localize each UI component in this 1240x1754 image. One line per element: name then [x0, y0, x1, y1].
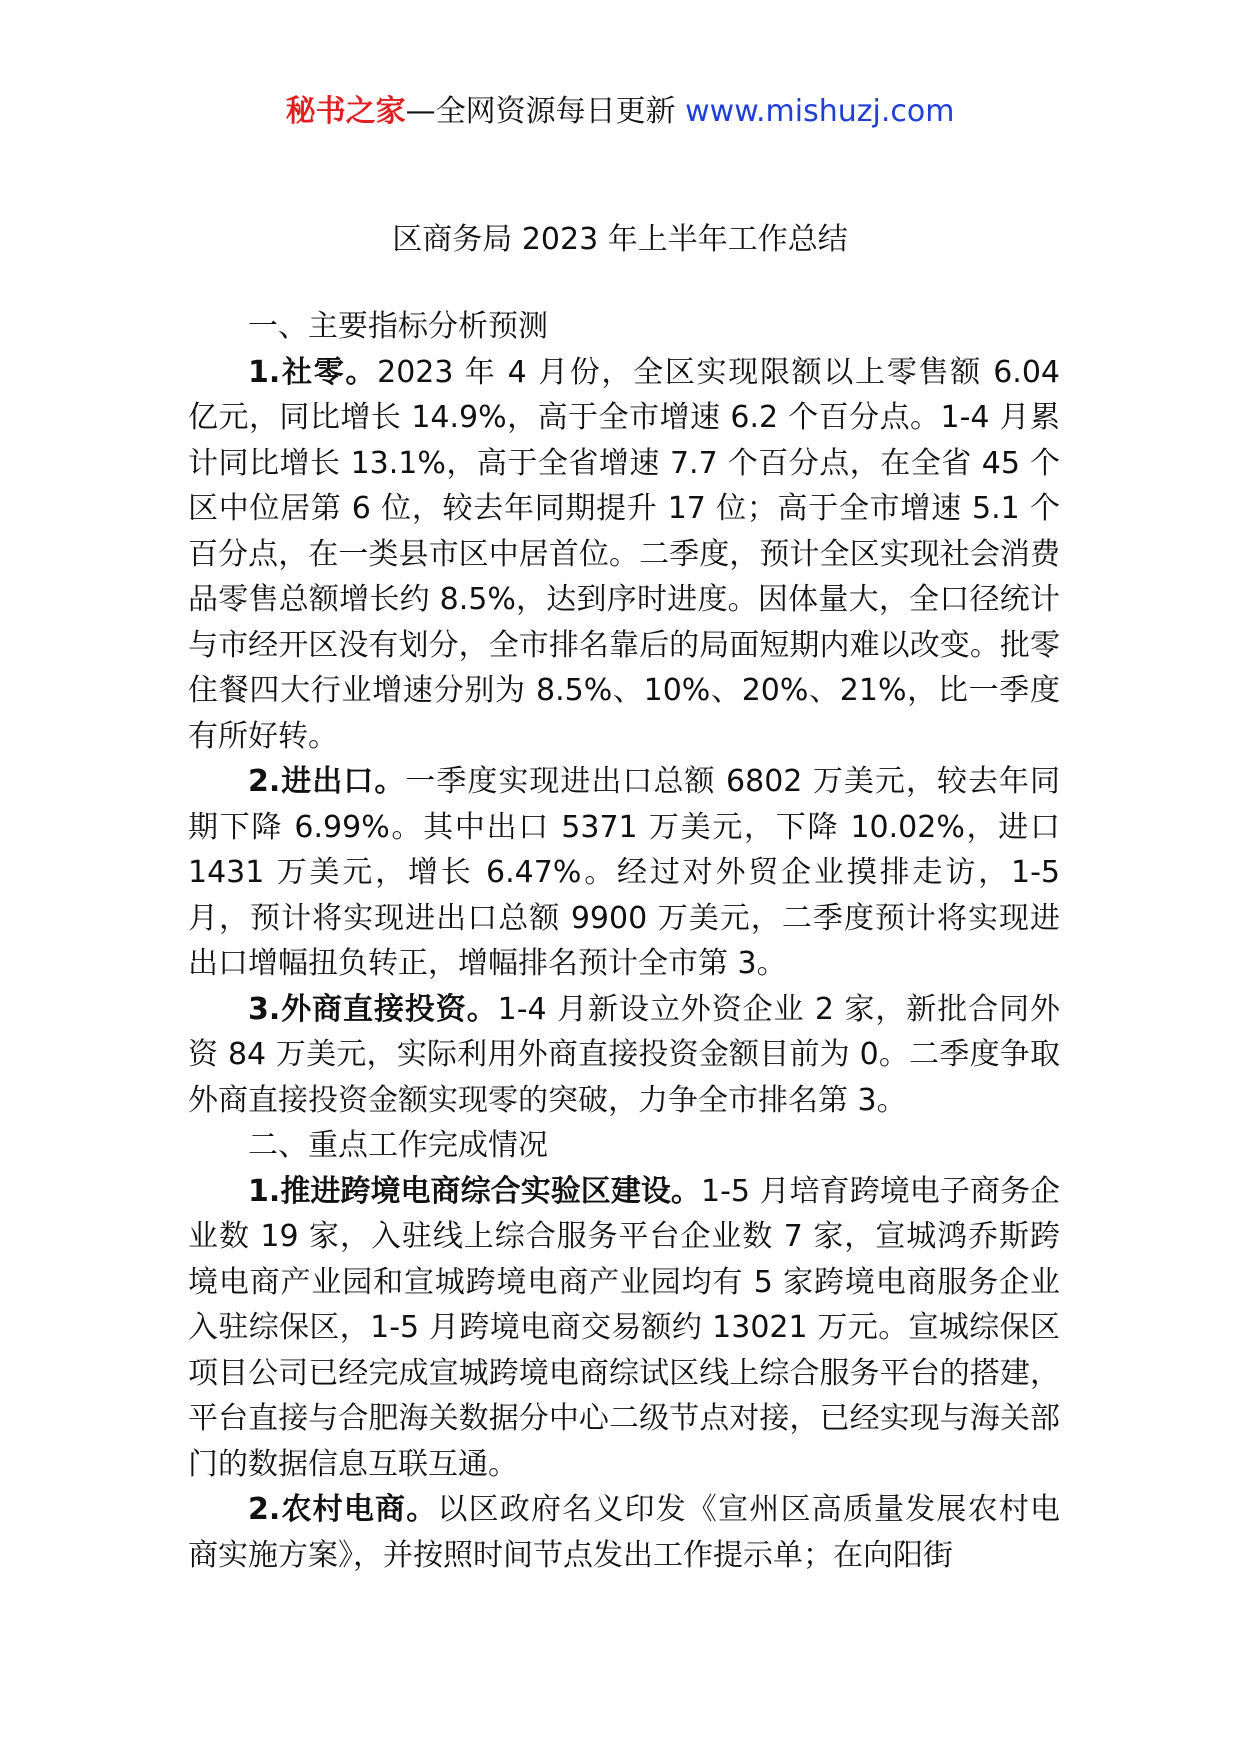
document-body — [188, 304, 1060, 1578]
paragraph-import-export — [188, 759, 1060, 987]
paragraph-text: 一季度实现进出口总额 6802 万美元，较去年同期下降 6.99%。其中出口 5371 万美元，下降 10.02%，进口 1431 万美元，增长 6.47%。经过对外贸企业摸排走访，1-5 月，预计将实现进出口总额 9900 万美元，二季度预计将实现进出口增幅扭负转正，增幅排名预计全市第 3。 — [188, 764, 1060, 981]
paragraph-lead: 1.推进跨境电商综合实验区建设。 — [248, 1173, 701, 1209]
paragraph-retail — [188, 350, 1060, 760]
paragraph-fdi — [188, 987, 1060, 1124]
site-header — [0, 92, 1240, 132]
document-title: 区商务局 2023 年上半年工作总结 — [392, 222, 848, 257]
paragraph-rural-ecommerce — [188, 1487, 1060, 1578]
paragraph-cross-border — [188, 1169, 1060, 1488]
section-heading-2: 二、重点工作完成情况 — [248, 1128, 548, 1163]
paragraph-lead: 2.进出口。 — [248, 764, 406, 799]
brand-name: 秘书之家 — [285, 94, 406, 129]
paragraph-text: 以区政府名义印发《宣州区高质量发展农村电商实施方案》，并按照时间节点发出工作提示单；在向阳街 — [188, 1492, 1060, 1573]
paragraph-text: 1-5 月培育跨境电子商务企业数 19 家，入驻线上综合服务平台企业数 7 家，宣城鸿乔斯跨境电商产业园和宣城跨境电商产业园均有 5 家跨境电商服务企业入驻综保区，1-5 月跨境电商交易额约 13021 万元。宣城综保区项目公司已经完成宣城跨境电商综试区线上综合服务平台的搭建，平台直接与合肥海关数据分中心二级节点对接，已经实现与海关部门的数据信息互联互通。 — [188, 1173, 1060, 1482]
paragraph-lead: 1.社零。 — [248, 354, 378, 390]
paragraph-lead: 3.外商直接投资。 — [248, 991, 498, 1027]
site-slogan: —全网资源每日更新 — [405, 94, 686, 129]
paragraph-lead: 2.农村电商。 — [248, 1492, 438, 1527]
paragraph-text: 1-4 月新设立外资企业 2 家，新批合同外资 84 万美元，实际利用外商直接投资金额目前为 0。二季度争取外商直接投资金额实现零的突破，力争全市排名第 3。 — [188, 991, 1060, 1118]
section-heading-1: 一、主要指标分析预测 — [248, 309, 548, 344]
site-url-link[interactable]: www.mishuzj.com — [685, 94, 955, 129]
paragraph-text: 2023 年 4 月份，全区实现限额以上零售额 6.04 亿元，同比增长 14.9%，高于全市增速 6.2 个百分点。1-4 月累计同比增长 13.1%，高于全省增速 7.7 个百分点，在全省 45 个区中位居第 6 位，较去年同期提升 17 位；高于全市增速 5.1 个百分点，在一类县市区中居首位。二季度，预计全区实现社会消费品零售总额增长约 8.5%，达到序时进度。因体量大，全口径统计与市经开区没有划分，全市排名靠后的局面短期内难以改变。批零住餐四大行业增速分别为 8.5%、10%、20%、21%，比一季度有所好转。 — [188, 354, 1060, 754]
